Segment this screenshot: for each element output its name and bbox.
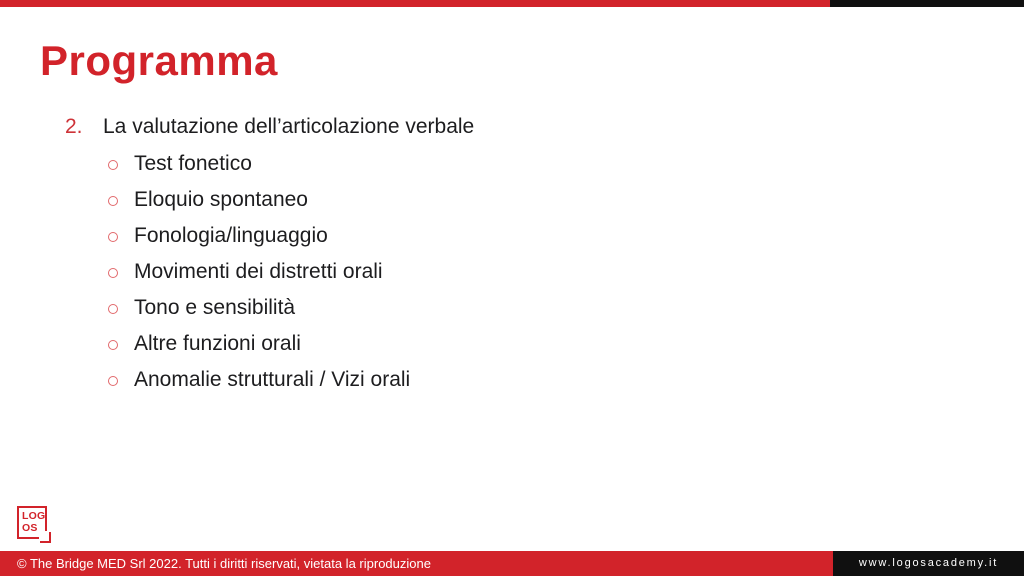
program-list [65, 116, 474, 405]
top-bar-red-segment [0, 0, 830, 7]
logo-text-line1: LOG [22, 510, 46, 523]
list-item-label: Tono e sensibilità [134, 296, 296, 319]
circle-bullet-icon [108, 376, 118, 386]
logos-logo-icon [17, 506, 47, 539]
circle-bullet-icon [108, 268, 118, 278]
list-item [108, 189, 474, 210]
footer-copyright-bar [0, 551, 833, 576]
logo-text-line2: OS [22, 521, 38, 534]
list-item-label: Eloquio spontaneo [134, 188, 308, 211]
footer-website-bar [833, 551, 1024, 576]
footer-bar [0, 551, 1024, 576]
circle-bullet-icon [108, 160, 118, 170]
circle-bullet-icon [108, 196, 118, 206]
copyright-text: © The Bridge MED Srl 2022. Tutti i diritti riservati, vietata la riproduzione [17, 556, 431, 571]
circle-bullet-icon [108, 340, 118, 350]
list-item-label: Altre funzioni orali [134, 332, 301, 355]
list-item [108, 297, 474, 318]
top-bar-black-segment [830, 0, 1024, 7]
list-item [108, 333, 474, 354]
list-item [108, 153, 474, 174]
website-link[interactable]: www.logosacademy.it [858, 557, 999, 569]
list-item-heading: La valutazione dell’articolazione verbale [103, 115, 475, 138]
circle-bullet-icon [108, 232, 118, 242]
list-item-label: Anomalie strutturali / Vizi orali [134, 368, 411, 391]
top-accent-bar [0, 0, 1024, 7]
circle-bullet-icon [108, 304, 118, 314]
list-item-label: Fonologia/linguaggio [134, 224, 328, 247]
list-item [108, 261, 474, 282]
list-item [108, 369, 474, 390]
page-title: Programma [40, 37, 278, 84]
sub-bullet-list [65, 153, 474, 390]
numbered-list-item [65, 116, 474, 137]
list-item [108, 225, 474, 246]
list-item-label: Test fonetico [134, 152, 252, 175]
list-item-number: 2. [65, 115, 83, 138]
list-item-label: Movimenti dei distretti orali [134, 260, 383, 283]
